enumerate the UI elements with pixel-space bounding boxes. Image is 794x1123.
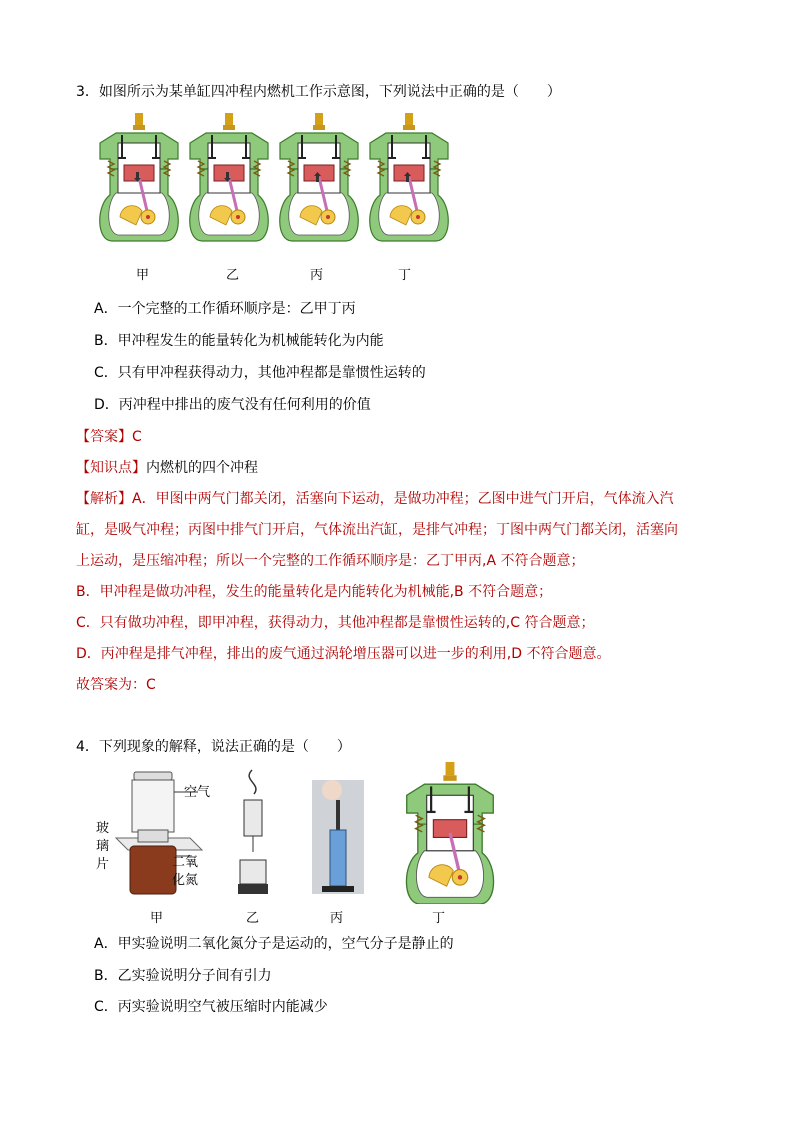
q4-option-a: A．甲实验说明二氧化氮分子是运动的，空气分子是静止的 [94, 936, 454, 952]
q3-analysis-line-5: C．只有做功冲程，即甲冲程，获得动力，其他冲程都是靠惯性运转的,C 符合题意； [76, 615, 595, 631]
analysis-label: 【解析】 [76, 491, 132, 507]
q3-analysis-line-3: 上运动，是压缩冲程；所以一个完整的工作循环顺序是：乙丁甲丙,A 不符合题意； [76, 553, 585, 569]
q3-caption-yi: 乙 [226, 268, 240, 283]
q3-analysis-line-1 [76, 490, 674, 508]
answer-value: C [132, 429, 142, 445]
q4-label-glass-1: 玻 [96, 821, 110, 836]
q4-experiment-figure [92, 760, 512, 910]
knowledge-value: 内燃机的四个冲程 [146, 460, 258, 476]
q4-stem: 4．下列现象的解释，说法正确的是（ ） [76, 739, 351, 755]
q3-knowledge [76, 459, 258, 477]
q3-caption-bing: 丙 [310, 268, 324, 283]
answer-label: 【答案】 [76, 429, 132, 445]
q4-label-glass-3: 片 [96, 857, 110, 872]
q4-caption-yi: 乙 [246, 911, 260, 926]
q3-analysis-line-4: B．甲冲程是做功冲程，发生的能量转化是内能转化为机械能,B 不符合题意； [76, 584, 553, 600]
q3-option-c: C．只有甲冲程获得动力，其他冲程都是靠惯性运转的 [94, 365, 426, 381]
q3-conclusion: 故答案为：C [76, 677, 156, 693]
q3-answer [76, 428, 142, 446]
q4-option-c: C．丙实验说明空气被压缩时内能减少 [94, 999, 328, 1015]
q3-option-b: B．甲冲程发生的能量转化为机械能转化为内能 [94, 333, 384, 349]
q4-caption-ding: 丁 [432, 911, 446, 926]
q4-label-air: 空气 [184, 785, 211, 800]
engine-strokes-image [96, 112, 452, 262]
q3-caption-ding: 丁 [398, 268, 412, 283]
q3-option-a: A．一个完整的工作循环顺序是：乙甲丁丙 [94, 301, 356, 317]
knowledge-label: 【知识点】 [76, 460, 146, 476]
q4-label-glass-2: 璃 [96, 839, 110, 854]
analysis-text-1: A．甲图中两气门都关闭，活塞向下运动，是做功冲程；乙图中进气门开启，气体流入汽 [132, 491, 674, 507]
q4-label-no2-1: 二氧 [172, 855, 199, 870]
q3-caption-jia: 甲 [136, 268, 150, 283]
q4-option-b: B．乙实验说明分子间有引力 [94, 968, 272, 984]
q3-engine-figure [96, 112, 452, 262]
q4-label-no2-2: 化氮 [172, 873, 199, 888]
q3-option-d: D．丙冲程中排出的废气没有任何利用的价值 [94, 397, 371, 413]
q3-analysis-line-6: D．丙冲程是排气冲程，排出的废气通过涡轮增压器可以进一步的利用,D 不符合题意。 [76, 646, 611, 662]
q3-analysis-line-2: 缸，是吸气冲程；丙图中排气门开启，气体流出汽缸，是排气冲程；丁图中两气门都关闭，活塞向 [76, 522, 678, 538]
experiments-image [92, 760, 512, 910]
q4-caption-bing: 丙 [330, 911, 344, 926]
q4-caption-jia: 甲 [150, 911, 164, 926]
q3-stem: 3．如图所示为某单缸四冲程内燃机工作示意图，下列说法中正确的是（ ） [76, 84, 561, 100]
